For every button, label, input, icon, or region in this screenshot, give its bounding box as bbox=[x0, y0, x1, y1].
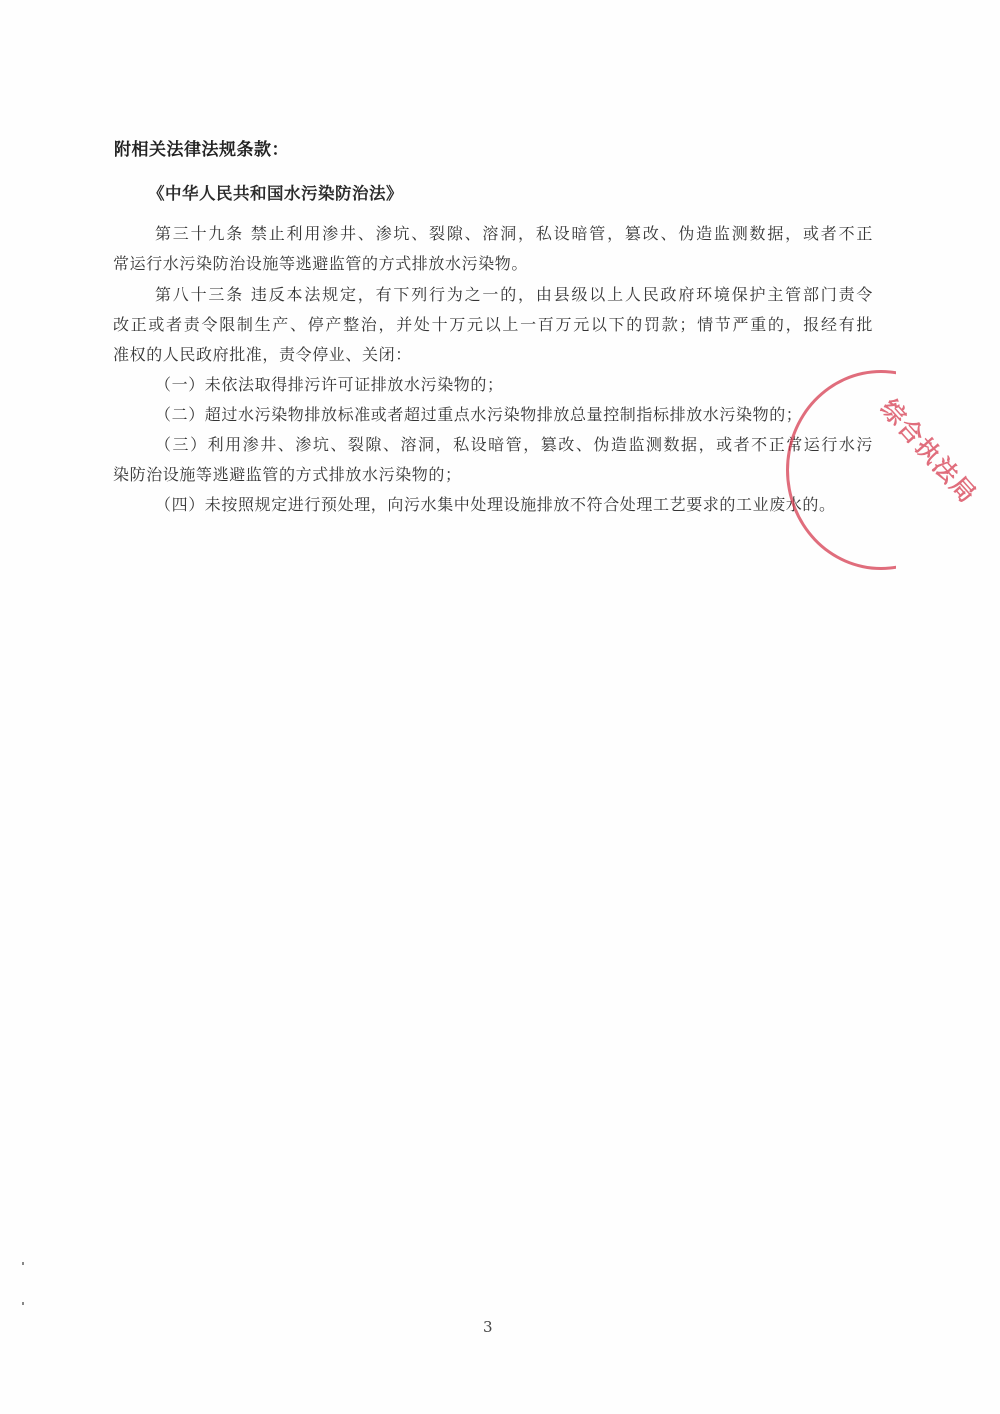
official-seal bbox=[870, 370, 1000, 570]
scan-artifact bbox=[22, 1262, 24, 1265]
article-83-line-1: 第八十三条 违反本法规定，有下列行为之一的，由县级以上人民政府环境保护主管部门责令 bbox=[155, 285, 873, 304]
article-83-line-2: 改正或者责令限制生产、停产整治，并处十万元以上一百万元以下的罚款；情节严重的，报经有批 bbox=[113, 315, 873, 334]
appendix-heading: 附相关法律法规条款： bbox=[114, 140, 289, 160]
law-title: 《中华人民共和国水污染防治法》 bbox=[148, 184, 403, 203]
article-83-line-3: 准权的人民政府批准，责令停业、关闭： bbox=[113, 345, 412, 364]
article-83-item-4: （四）未按照规定进行预处理，向污水集中处理设施排放不符合处理工艺要求的工业废水的。 bbox=[155, 495, 836, 514]
page-number: 3 bbox=[483, 1318, 493, 1336]
article-39-line-2: 常运行水污染防治设施等逃避监管的方式排放水污染物。 bbox=[113, 254, 529, 273]
seal-ring bbox=[786, 370, 976, 570]
scan-artifact bbox=[22, 1302, 24, 1305]
article-83-item-3-line-1: （三）利用渗井、渗坑、裂隙、溶洞，私设暗管，篡改、伪造监测数据，或者不正常运行水污 bbox=[155, 435, 873, 454]
article-83-item-3-line-2: 染防治设施等逃避监管的方式排放水污染物的； bbox=[113, 465, 462, 484]
article-83-item-2: （二）超过水污染物排放标准或者超过重点水污染物排放总量控制指标排放水污染物的； bbox=[155, 405, 803, 424]
seal-text: 综合执法局 bbox=[874, 394, 983, 510]
article-83-item-1: （一）未依法取得排污许可证排放水污染物的； bbox=[155, 375, 504, 394]
article-39-line-1: 第三十九条 禁止利用渗井、渗坑、裂隙、溶洞，私设暗管，篡改、伪造监测数据，或者不正 bbox=[155, 224, 873, 243]
